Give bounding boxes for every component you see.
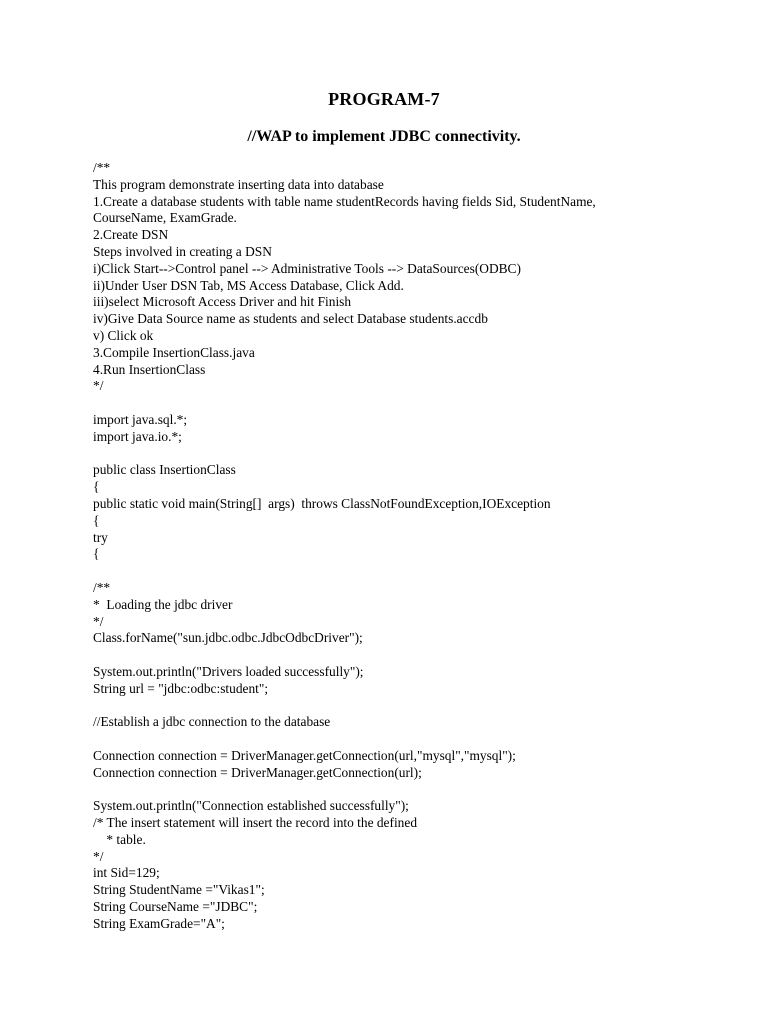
- code-line: public static void main(String[] args) throws ClassNotFoundException,IOException: [93, 495, 551, 511]
- code-line: [93, 698, 733, 715]
- code-line: {: [93, 546, 100, 562]
- code-line: public class InsertionClass: [93, 462, 236, 478]
- code-line: {: [93, 512, 100, 528]
- code-line: */: [93, 613, 104, 629]
- code-line: String ExamGrade="A";: [93, 915, 225, 931]
- code-line: v) Click ok: [93, 327, 154, 343]
- code-line: System.out.println("Drivers loaded successfully");: [93, 663, 364, 679]
- code-line: int Sid=129;: [93, 865, 160, 881]
- code-line: */: [93, 378, 104, 394]
- code-line: [93, 647, 733, 664]
- code-line: import java.io.*;: [93, 428, 182, 444]
- code-line: /* The insert statement will insert the record into the defined: [93, 815, 418, 831]
- code-line: Connection connection = DriverManager.getConnection(url,"mysql","mysql");: [93, 747, 516, 763]
- code-line: CourseName, ExamGrade.: [93, 210, 237, 226]
- code-line: 1.Create a database students with table name studentRecords having fields Sid, StudentName,: [93, 193, 596, 209]
- code-line: /**: [93, 160, 111, 175]
- code-line: try: [93, 529, 108, 545]
- code-line: String CourseName ="JDBC";: [93, 899, 258, 915]
- code-line: i)Click Start-->Control panel --> Administrative Tools --> DataSources(ODBC): [93, 260, 521, 276]
- code-line: System.out.println("Connection established successfully");: [93, 798, 409, 814]
- code-block: [93, 160, 733, 933]
- code-line: iv)Give Data Source name as students and select Database students.accdb: [93, 311, 488, 327]
- code-line: {: [93, 479, 100, 495]
- code-line: ii)Under User DSN Tab, MS Access Database, Click Add.: [93, 277, 404, 293]
- code-line: Class.forName("sun.jdbc.odbc.JdbcOdbcDriver");: [93, 630, 363, 646]
- code-line: iii)select Microsoft Access Driver and hit Finish: [93, 294, 352, 310]
- code-line: [93, 563, 733, 580]
- code-line: [93, 781, 733, 798]
- code-line: * table.: [93, 831, 146, 847]
- code-line: 3.Compile InsertionClass.java: [93, 344, 255, 360]
- code-line: String url = "jdbc:odbc:student";: [93, 680, 269, 696]
- code-line: import java.sql.*;: [93, 411, 188, 427]
- code-line: //Establish a jdbc connection to the database: [93, 714, 331, 730]
- code-line: This program demonstrate inserting data into database: [93, 176, 384, 192]
- page-subtitle: //WAP to implement JDBC connectivity.: [247, 128, 521, 145]
- code-line: 4.Run InsertionClass: [93, 361, 206, 377]
- page-title: PROGRAM-7: [328, 89, 440, 109]
- code-line: [93, 731, 733, 748]
- code-line: */: [93, 848, 104, 864]
- code-line: 2.Create DSN: [93, 227, 169, 243]
- code-line: [93, 395, 733, 412]
- code-line: Connection connection = DriverManager.getConnection(url);: [93, 764, 422, 780]
- code-line: Steps involved in creating a DSN: [93, 243, 272, 259]
- code-line: [93, 446, 733, 463]
- code-line: /**: [93, 579, 111, 595]
- code-line: String StudentName ="Vikas1";: [93, 882, 265, 898]
- code-line: * Loading the jdbc driver: [93, 596, 233, 612]
